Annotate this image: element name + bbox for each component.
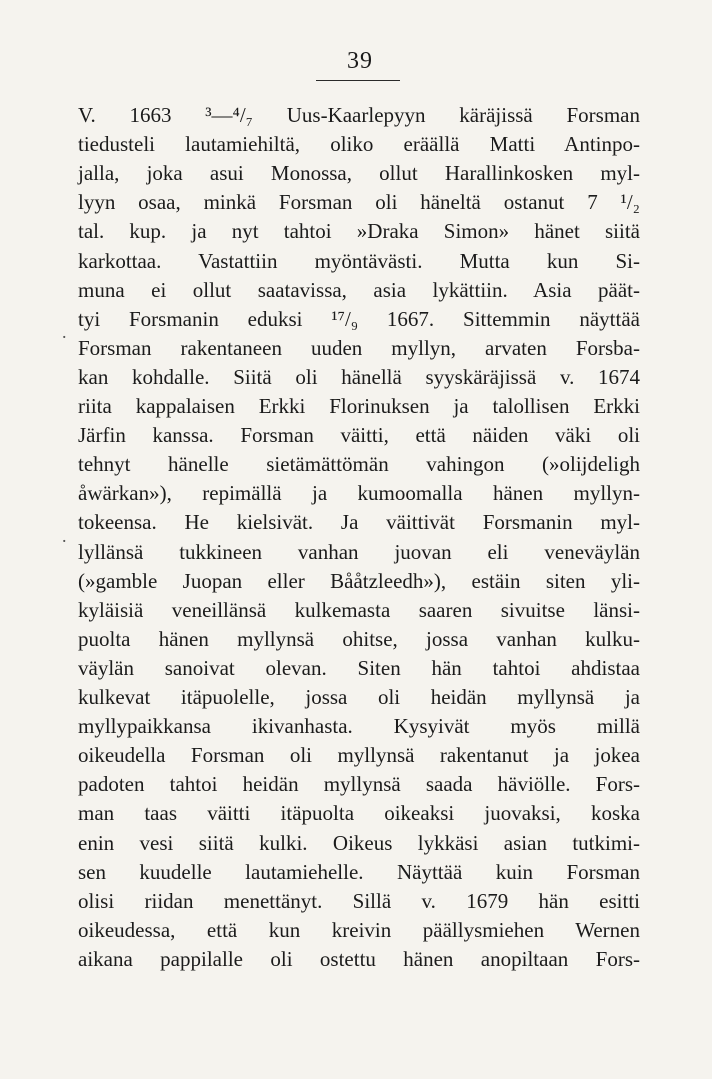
text-line: kyläisiä veneillänsä kulkemasta saaren sivuitse länsi- xyxy=(78,597,640,622)
text-line: olisi riidan menettänyt. Sillä v. 1679 hän esitti xyxy=(78,888,640,913)
text-line: jalla, joka asui Monossa, ollut Harallinkosken myl- xyxy=(78,161,640,186)
text-line: (»gamble Juopan eller Bååtzleedh»), estäin siten yli- xyxy=(78,568,640,593)
text-line: oikeudella Forsman oli myllynsä rakentanut ja jokea xyxy=(78,743,640,768)
text-line: aikana pappilalle oli ostettu hänen anopiltaan Fors- xyxy=(78,946,640,971)
text-line: padoten tahtoi heidän myllynsä saada häviölle. Fors- xyxy=(78,772,640,797)
text-line: man taas väitti itäpuolta oikeaksi juovaksi, koska xyxy=(78,801,640,826)
text-line: tal. kup. ja nyt tahtoi »Draka Simon» hänet siitä xyxy=(78,219,640,244)
text-line: lyyn osaa, minkä Forsman oli häneltä ostanut 7 ¹/₂ xyxy=(78,190,640,215)
text-line: puolta hänen myllynsä ohitse, jossa vanhan kulku- xyxy=(78,626,640,651)
text-line: oikeudessa, että kun kreivin päällysmiehen Wernen xyxy=(78,917,640,942)
text-line: myllypaikkansa ikivanhasta. Kysyivät myös millä xyxy=(78,714,640,739)
text-line: muna ei ollut saatavissa, asia lykättiin. Asia päät- xyxy=(78,277,640,302)
page-number-rule xyxy=(316,80,400,81)
text-line: riita kappalaisen Erkki Florinuksen ja talollisen Erkki xyxy=(78,394,640,418)
text-line: kan kohdalle. Siitä oli hänellä syyskäräjissä v. 1674 xyxy=(78,364,640,389)
text-line: V. 1663 ³—⁴/₇ Uus-Kaarlepyyn käräjissä Forsman xyxy=(78,103,640,127)
page-number: 39 xyxy=(347,48,373,74)
text-line: kulkevat itäpuolelle, jossa oli heidän myllynsä ja xyxy=(78,685,640,709)
text-line: lyllänsä tukkineen vanhan juovan eli veneväylän xyxy=(78,539,640,564)
text-line: karkottaa. Vastattiin myöntävästi. Mutta kun Si- xyxy=(78,248,640,273)
text-line: tokeensa. He kielsivät. Ja väittivät Forsmanin myl- xyxy=(78,510,640,535)
text-line: enin vesi siitä kulki. Oikeus lykkäsi asian tutkimi- xyxy=(78,830,640,855)
text-line: tiedusteli lautamiehiltä, oliko eräällä Matti Antinpo- xyxy=(78,132,640,157)
text-line: sen kuudelle lautamiehelle. Näyttää kuin Forsman xyxy=(78,859,640,884)
text-line: Järfin kanssa. Forsman väitti, että näiden väki oli xyxy=(78,423,640,448)
text-line: tyi Forsmanin eduksi ¹⁷/₉ 1667. Sittemmin näyttää xyxy=(78,306,640,331)
margin-dot-mark: . xyxy=(62,526,67,546)
margin-dot-mark: . xyxy=(62,322,67,342)
text-line: åwärkan»), repimällä ja kumoomalla hänen myllyn- xyxy=(78,481,640,506)
text-line: Forsman rakentaneen uuden myllyn, arvaten Forsba- xyxy=(78,335,640,360)
text-line: väylän sanoivat olevan. Siten hän tahtoi ahdistaa xyxy=(78,655,640,680)
text-line: tehnyt hänelle sietämättömän vahingon (»olijdeligh xyxy=(78,452,640,477)
